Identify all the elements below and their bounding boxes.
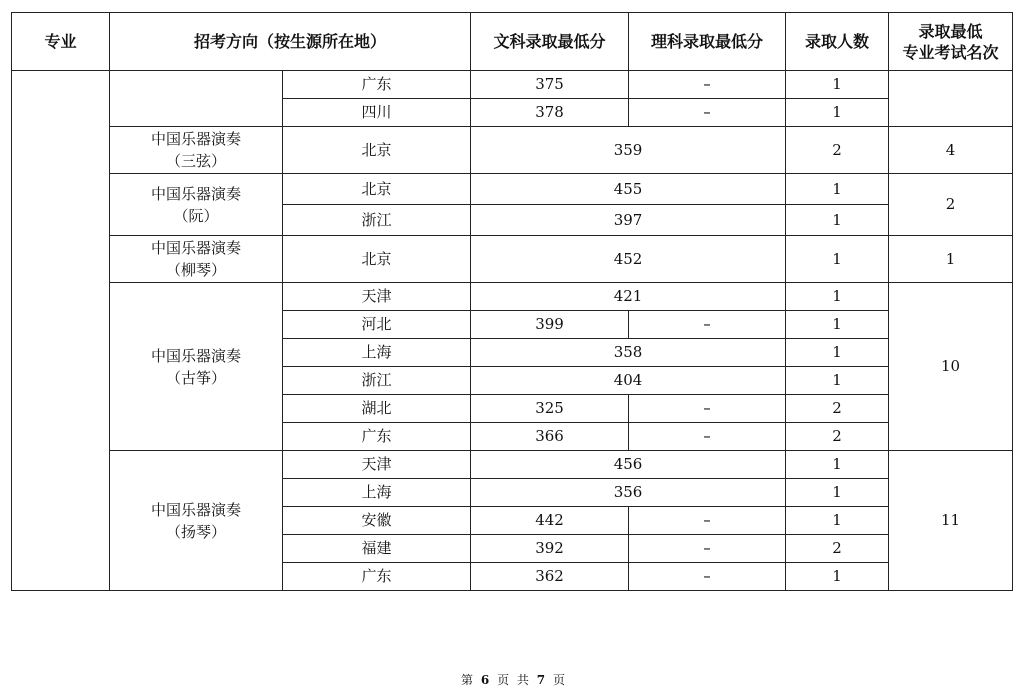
- arts-score-cell: 366: [471, 423, 629, 451]
- admitted-count-cell: 1: [786, 99, 889, 127]
- direction-name: 中国乐器演奏: [150, 130, 241, 148]
- province-cell: 浙江: [283, 367, 471, 395]
- footer-prefix: 第: [461, 673, 476, 687]
- min-rank-cell: 10: [889, 283, 1013, 451]
- admitted-count-cell: 1: [786, 71, 889, 99]
- admitted-count-cell: 1: [786, 205, 889, 236]
- province-cell: 河北: [283, 311, 471, 339]
- arts-score-cell: 378: [471, 99, 629, 127]
- merged-score-cell: 456: [471, 451, 786, 479]
- province-cell: 浙江: [283, 205, 471, 236]
- direction-name: 中国乐器演奏: [150, 346, 241, 365]
- table-row: [12, 174, 1013, 205]
- admitted-count-cell: 2: [786, 423, 889, 451]
- science-score-cell: –: [629, 507, 786, 535]
- arts-score-cell: 442: [471, 507, 629, 535]
- science-score-cell: –: [629, 423, 786, 451]
- min-rank-cell: 11: [889, 451, 1013, 591]
- science-score-cell: –: [629, 311, 786, 339]
- science-score-cell: –: [629, 535, 786, 563]
- province-cell: 上海: [283, 339, 471, 367]
- header-science-min: 理科录取最低分: [629, 13, 786, 71]
- direction-name: 中国乐器演奏: [150, 239, 241, 257]
- header-admitted: 录取人数: [786, 13, 889, 71]
- header-direction: 招考方向（按生源所在地）: [110, 13, 471, 71]
- merged-score-cell: 397: [471, 205, 786, 236]
- province-cell: 北京: [283, 174, 471, 205]
- header-min-rank-line2: 专业考试名次: [902, 42, 999, 62]
- science-score-cell: –: [629, 99, 786, 127]
- header-min-rank: [889, 13, 1013, 71]
- table-row: [12, 71, 1013, 99]
- footer-page-number: 6: [480, 673, 492, 687]
- merged-score-cell: 359: [471, 127, 786, 174]
- admitted-count-cell: 1: [786, 283, 889, 311]
- direction-cell: [110, 236, 283, 283]
- science-score-cell: –: [629, 71, 786, 99]
- province-cell: 天津: [283, 451, 471, 479]
- admitted-count-cell: 1: [786, 236, 889, 283]
- direction-instrument: （古筝）: [165, 368, 226, 387]
- province-cell: 上海: [283, 479, 471, 507]
- footer-total-pages: 7: [536, 673, 548, 687]
- header-row: [12, 13, 1013, 71]
- admitted-count-cell: 1: [786, 174, 889, 205]
- table-row: [12, 127, 1013, 174]
- merged-score-cell: 452: [471, 236, 786, 283]
- admitted-count-cell: 1: [786, 507, 889, 535]
- province-cell: 广东: [283, 423, 471, 451]
- arts-score-cell: 325: [471, 395, 629, 423]
- arts-score-cell: 399: [471, 311, 629, 339]
- admitted-count-cell: 1: [786, 311, 889, 339]
- min-rank-cell: 4: [889, 127, 1013, 174]
- footer-mid2: 共: [516, 673, 531, 687]
- footer-mid1: 页: [497, 673, 512, 687]
- arts-score-cell: 392: [471, 535, 629, 563]
- direction-cell: [110, 451, 283, 591]
- admitted-count-cell: 2: [786, 535, 889, 563]
- science-score-cell: –: [629, 395, 786, 423]
- province-cell: 天津: [283, 283, 471, 311]
- direction-instrument: （柳琴）: [165, 261, 226, 279]
- admitted-count-cell: 1: [786, 563, 889, 591]
- admitted-count-cell: 2: [786, 127, 889, 174]
- table-row: [12, 236, 1013, 283]
- admitted-count-cell: 1: [786, 451, 889, 479]
- admitted-count-cell: 1: [786, 367, 889, 395]
- province-cell: 北京: [283, 236, 471, 283]
- arts-score-cell: 375: [471, 71, 629, 99]
- province-cell: 四川: [283, 99, 471, 127]
- footer-suffix: 页: [552, 673, 567, 687]
- direction-instrument: （阮）: [173, 206, 219, 225]
- header-arts-min: 文科录取最低分: [471, 13, 629, 71]
- direction-instrument: （三弦）: [165, 152, 226, 170]
- province-cell: 广东: [283, 71, 471, 99]
- direction-cell: [110, 283, 283, 451]
- arts-score-cell: 362: [471, 563, 629, 591]
- merged-score-cell: 455: [471, 174, 786, 205]
- header-min-rank-line1: 录取最低: [918, 21, 983, 41]
- province-cell: 北京: [283, 127, 471, 174]
- header-major: 专业: [12, 13, 110, 71]
- direction-name: 中国乐器演奏: [150, 500, 241, 519]
- direction-cell: [110, 174, 283, 236]
- min-rank-cell: 1: [889, 236, 1013, 283]
- province-cell: 福建: [283, 535, 471, 563]
- page-footer: [0, 671, 1028, 688]
- direction-cell: [110, 71, 283, 127]
- province-cell: 广东: [283, 563, 471, 591]
- major-cell: [12, 71, 110, 591]
- table-row: [12, 451, 1013, 479]
- merged-score-cell: 358: [471, 339, 786, 367]
- direction-cell: [110, 127, 283, 174]
- admitted-count-cell: 2: [786, 395, 889, 423]
- admission-score-table: [11, 12, 1013, 591]
- min-rank-cell: 2: [889, 174, 1013, 236]
- science-score-cell: –: [629, 563, 786, 591]
- province-cell: 安徽: [283, 507, 471, 535]
- direction-instrument: （扬琴）: [165, 522, 226, 541]
- admitted-count-cell: 1: [786, 479, 889, 507]
- direction-name: 中国乐器演奏: [150, 184, 241, 203]
- merged-score-cell: 421: [471, 283, 786, 311]
- merged-score-cell: 356: [471, 479, 786, 507]
- province-cell: 湖北: [283, 395, 471, 423]
- admitted-count-cell: 1: [786, 339, 889, 367]
- merged-score-cell: 404: [471, 367, 786, 395]
- min-rank-cell: [889, 71, 1013, 127]
- table-row: [12, 283, 1013, 311]
